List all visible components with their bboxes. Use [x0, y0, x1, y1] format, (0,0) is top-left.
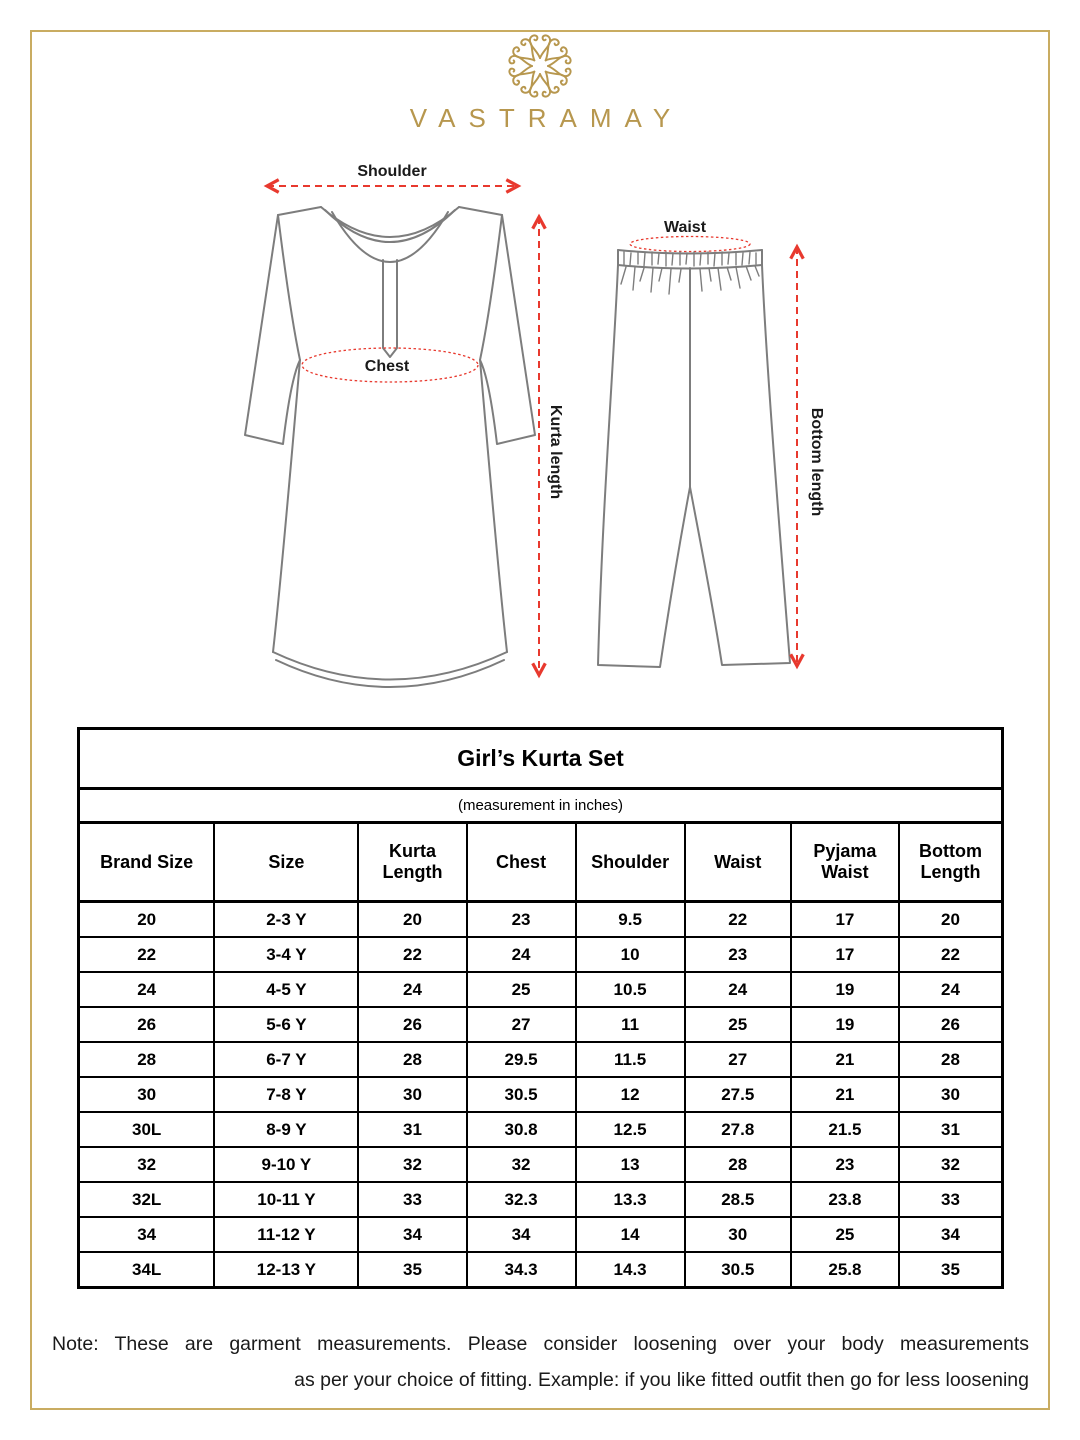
brand-logo: [0, 34, 1080, 134]
pyjama-waist-cell: 21: [791, 1077, 899, 1112]
kurta-measurement-diagram: [240, 152, 570, 712]
column-header: Pyjama Waist: [791, 823, 899, 902]
bottom-length-cell: 34: [899, 1217, 1003, 1252]
waist-cell: 22: [685, 902, 791, 938]
column-header: Kurta Length: [358, 823, 466, 902]
shoulder-cell: 14: [576, 1217, 685, 1252]
waist-cell: 30.5: [685, 1252, 791, 1288]
pyjama-waist-cell: 19: [791, 972, 899, 1007]
pyjama-waist-cell: 25: [791, 1217, 899, 1252]
kurta-length-cell: 35: [358, 1252, 466, 1288]
shoulder-cell: 11: [576, 1007, 685, 1042]
note-line-1: Note: These are garment measurements. Please consider loosening over your body measurements: [52, 1333, 1029, 1355]
waist-cell: 25: [685, 1007, 791, 1042]
chest-cell: 30.8: [467, 1112, 576, 1147]
kurta-length-cell: 31: [358, 1112, 466, 1147]
waist-cell: 28: [685, 1147, 791, 1182]
brand-size-cell: 34L: [79, 1252, 215, 1288]
size-cell: 8-9 Y: [214, 1112, 358, 1147]
pyjama-waist-cell: 25.8: [791, 1252, 899, 1288]
shoulder-cell: 9.5: [576, 902, 685, 938]
kurta-length-cell: 34: [358, 1217, 466, 1252]
shoulder-cell: 12.5: [576, 1112, 685, 1147]
kurta-length-cell: 28: [358, 1042, 466, 1077]
size-cell: 3-4 Y: [214, 937, 358, 972]
kurta-outline: [245, 207, 535, 687]
brand-size-cell: 22: [79, 937, 215, 972]
bottom-length-label: Bottom length: [808, 407, 825, 517]
column-header: Size: [214, 823, 358, 902]
table-subtitle: (measurement in inches): [79, 789, 1003, 823]
size-cell: 7-8 Y: [214, 1077, 358, 1112]
chest-label: Chest: [364, 358, 410, 375]
chest-cell: 34: [467, 1217, 576, 1252]
table-row: [79, 1147, 1003, 1182]
pyjama-waist-cell: 17: [791, 902, 899, 938]
brand-size-cell: 26: [79, 1007, 215, 1042]
bottom-length-cell: 20: [899, 902, 1003, 938]
brand-size-cell: 20: [79, 902, 215, 938]
kurta-length-cell: 22: [358, 937, 466, 972]
waist-cell: 30: [685, 1217, 791, 1252]
bottom-length-cell: 33: [899, 1182, 1003, 1217]
brand-size-cell: 28: [79, 1042, 215, 1077]
shoulder-cell: 13.3: [576, 1182, 685, 1217]
pyjama-outline: [598, 250, 790, 667]
chest-cell: 32.3: [467, 1182, 576, 1217]
waist-cell: 23: [685, 937, 791, 972]
table-row: [79, 937, 1003, 972]
size-cell: 5-6 Y: [214, 1007, 358, 1042]
bottom-length-cell: 35: [899, 1252, 1003, 1288]
size-cell: 9-10 Y: [214, 1147, 358, 1182]
bottom-length-cell: 30: [899, 1077, 1003, 1112]
pyjama-waist-cell: 19: [791, 1007, 899, 1042]
shoulder-cell: 13: [576, 1147, 685, 1182]
column-header: Waist: [685, 823, 791, 902]
table-row: [79, 1112, 1003, 1147]
chest-cell: 32: [467, 1147, 576, 1182]
chest-cell: 23: [467, 902, 576, 938]
waist-ellipse: [630, 237, 750, 252]
waist-cell: 28.5: [685, 1182, 791, 1217]
chest-cell: 29.5: [467, 1042, 576, 1077]
pyjama-measurement-diagram: [590, 210, 830, 690]
size-cell: 11-12 Y: [214, 1217, 358, 1252]
kurta-length-cell: 33: [358, 1182, 466, 1217]
pyjama-waist-cell: 17: [791, 937, 899, 972]
table-row: [79, 1042, 1003, 1077]
shoulder-cell: 10: [576, 937, 685, 972]
table-row: [79, 1217, 1003, 1252]
brand-emblem-icon: [508, 34, 572, 98]
table-title: Girl’s Kurta Set: [79, 729, 1003, 789]
column-header: Bottom Length: [899, 823, 1003, 902]
shoulder-cell: 12: [576, 1077, 685, 1112]
pyjama-waist-cell: 21.5: [791, 1112, 899, 1147]
size-cell: 2-3 Y: [214, 902, 358, 938]
size-chart-table: [77, 727, 1004, 1289]
column-header: Shoulder: [576, 823, 685, 902]
table-row: [79, 1007, 1003, 1042]
bottom-length-cell: 31: [899, 1112, 1003, 1147]
waist-cell: 24: [685, 972, 791, 1007]
brand-name: VASTRAMAY: [409, 103, 684, 133]
waist-cell: 27: [685, 1042, 791, 1077]
size-cell: 6-7 Y: [214, 1042, 358, 1077]
column-header: Brand Size: [79, 823, 215, 902]
size-cell: 4-5 Y: [214, 972, 358, 1007]
brand-size-cell: 32: [79, 1147, 215, 1182]
chest-cell: 24: [467, 937, 576, 972]
table-row: [79, 902, 1003, 938]
table-title-row: [79, 729, 1003, 789]
bottom-length-cell: 28: [899, 1042, 1003, 1077]
chest-cell: 30.5: [467, 1077, 576, 1112]
chest-cell: 25: [467, 972, 576, 1007]
size-cell: 12-13 Y: [214, 1252, 358, 1288]
table-subtitle-row: [79, 789, 1003, 823]
table-row: [79, 1182, 1003, 1217]
brand-size-cell: 30: [79, 1077, 215, 1112]
bottom-length-cell: 22: [899, 937, 1003, 972]
brand-size-cell: 34: [79, 1217, 215, 1252]
measurement-note: [52, 1326, 1029, 1398]
bottom-length-cell: 26: [899, 1007, 1003, 1042]
pyjama-waist-cell: 21: [791, 1042, 899, 1077]
kurta-length-cell: 24: [358, 972, 466, 1007]
waist-cell: 27.8: [685, 1112, 791, 1147]
bottom-length-cell: 24: [899, 972, 1003, 1007]
note-line-2: as per your choice of fitting. Example: if you like fitted outfit then go for less loosening: [294, 1369, 1029, 1391]
waist-label: Waist: [663, 219, 707, 236]
pyjama-waist-cell: 23: [791, 1147, 899, 1182]
kurta-length-label: Kurta length: [547, 404, 564, 500]
brand-size-cell: 24: [79, 972, 215, 1007]
table-row: [79, 972, 1003, 1007]
chest-cell: 34.3: [467, 1252, 576, 1288]
table-row: [79, 1077, 1003, 1112]
shoulder-cell: 14.3: [576, 1252, 685, 1288]
brand-size-cell: 30L: [79, 1112, 215, 1147]
waist-cell: 27.5: [685, 1077, 791, 1112]
bottom-length-cell: 32: [899, 1147, 1003, 1182]
shoulder-cell: 10.5: [576, 972, 685, 1007]
shoulder-cell: 11.5: [576, 1042, 685, 1077]
brand-size-cell: 32L: [79, 1182, 215, 1217]
table-row: [79, 1252, 1003, 1288]
chest-cell: 27: [467, 1007, 576, 1042]
kurta-length-cell: 20: [358, 902, 466, 938]
size-cell: 10-11 Y: [214, 1182, 358, 1217]
column-header: Chest: [467, 823, 576, 902]
kurta-length-cell: 30: [358, 1077, 466, 1112]
shoulder-label: Shoulder: [357, 163, 427, 180]
pyjama-waist-cell: 23.8: [791, 1182, 899, 1217]
kurta-length-cell: 26: [358, 1007, 466, 1042]
table-header-row: [79, 823, 1003, 902]
kurta-length-cell: 32: [358, 1147, 466, 1182]
